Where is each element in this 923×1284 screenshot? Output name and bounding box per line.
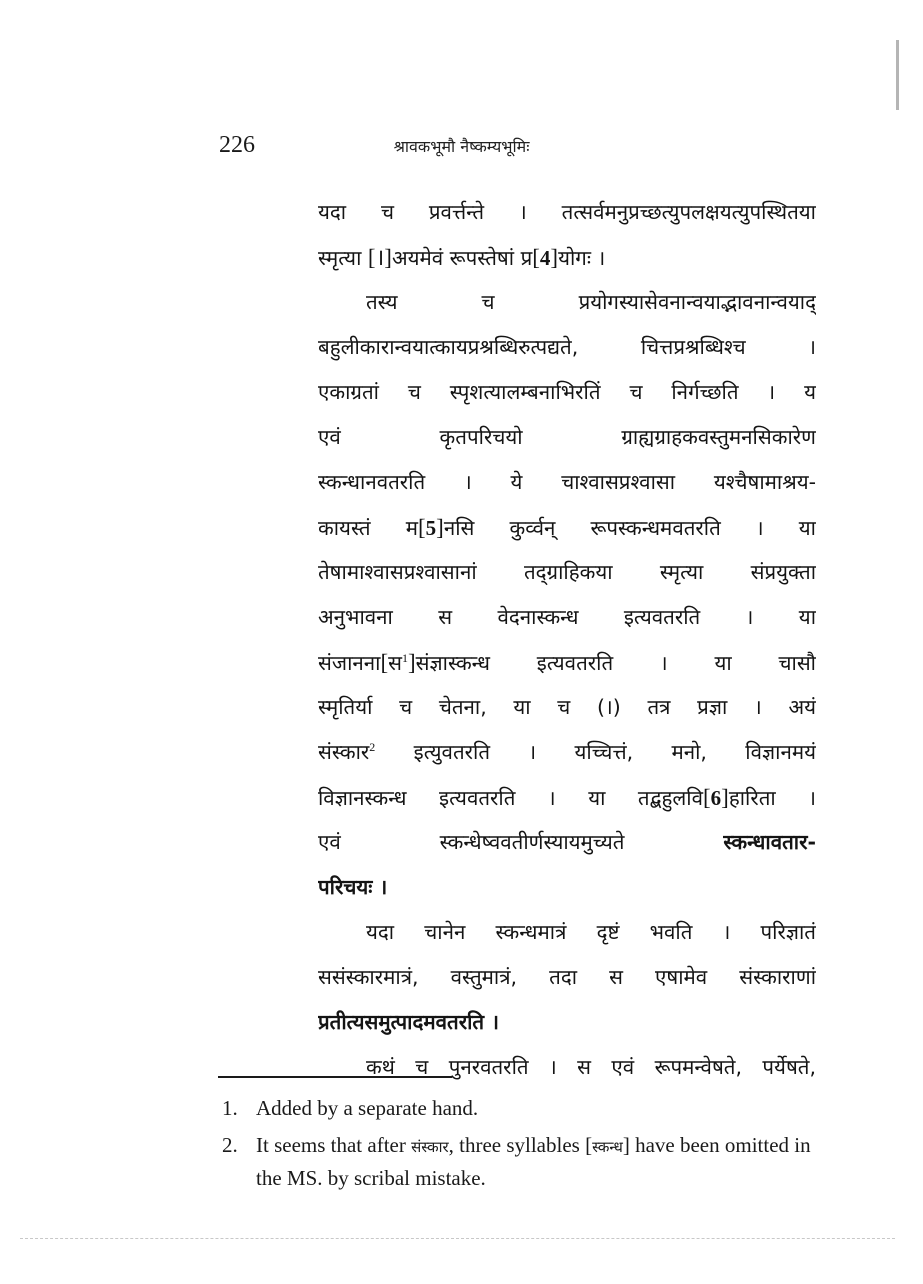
footnotes xyxy=(218,1093,838,1200)
text-line: तेषामाश्वासप्रश्वासानां तद्ग्राहिकया स्मृत्या संप्रयुक्ता xyxy=(318,560,816,584)
text-line: एवं कृतपरिचयो ग्राह्यग्राहकवस्तुमनसिकारेण xyxy=(318,425,816,449)
text-line: यदा चानेन स्कन्धमात्रं दृष्टं भवति । परिज्ञातं xyxy=(366,920,816,944)
text-line: परिचयः । xyxy=(318,875,388,899)
text-line: संजानना[स$^1$]संज्ञास्कन्ध इत्यवतरति । या चासौ xyxy=(318,650,816,675)
footnote-2: 2. It seems that after संस्कार, three syllables [स्कन्ध] have been omitted in the MS. by scribal mistake. xyxy=(222,1133,811,1190)
text-line: संस्कार$^2$ इत्युवतरति । यच्चित्तं, मनो, विज्ञानमयं xyxy=(318,740,816,764)
text-line: विज्ञानस्कन्ध इत्यवतरति । या तद्बहुलवि[6]हारिता । xyxy=(318,785,816,810)
text-line: तस्य च प्रयोगस्यासेवनान्वयाद्भावनान्वयाद् xyxy=(366,290,816,314)
text-line: अनुभावना स वेदनास्कन्ध इत्यवतरति । या xyxy=(318,605,816,629)
text-line: ससंस्कारमात्रं, वस्तुमात्रं, तदा स एषामेव संस्काराणां xyxy=(318,965,816,989)
page-number: 226 xyxy=(219,132,255,158)
text-line: स्मृतिर्या च चेतना, या च (।) तत्र प्रज्ञा । अयं xyxy=(318,695,816,719)
text-line: स्कन्धानवतरति । ये चाश्वासप्रश्वासा यश्चैषामाश्रय- xyxy=(318,470,816,494)
bold-term: स्कन्धावतार- xyxy=(723,830,816,854)
text-line: यदा च प्रवर्त्तन्ते । तत्सर्वमनुप्रच्छत्युपलक्षयत्युपस्थितया xyxy=(318,200,816,224)
text-line: एकाग्रतां च स्पृशत्यालम्बनाभिरतिं च निर्गच्छति । य xyxy=(318,380,816,404)
text-line: कथं च पुनरवतरति । स एवं रूपमन्वेषते, पर्येषते, xyxy=(366,1055,816,1079)
scan-edge-mark xyxy=(896,40,899,110)
text-line: बहुलीकारान्वयात्कायप्रश्रब्धिरुत्पद्यते, चित्तप्रश्रब्धिश्च । xyxy=(318,335,816,359)
text-line: एवं स्कन्धेष्ववतीर्णस्यायमुच्यते स्कन्धावतार- xyxy=(318,830,816,854)
main-text xyxy=(318,190,816,1090)
footnote-1: 1. Added by a separate hand. xyxy=(222,1096,479,1120)
text-line: कायस्तं म[5]नसि कुर्व्वन् रूपस्कन्धमवतरति । या xyxy=(318,515,816,540)
running-head: श्रावकभूमौ नैष्कम्यभूमिः xyxy=(393,137,530,156)
footnote-rule xyxy=(218,1076,452,1078)
text-line: प्रतीत्यसमुत्पादमवतरति । xyxy=(318,1010,499,1034)
scan-artifact-line xyxy=(20,1238,895,1239)
text-line: स्मृत्या [।]अयमेवं रूपस्तेषां प्र[4]योगः । xyxy=(318,245,606,270)
